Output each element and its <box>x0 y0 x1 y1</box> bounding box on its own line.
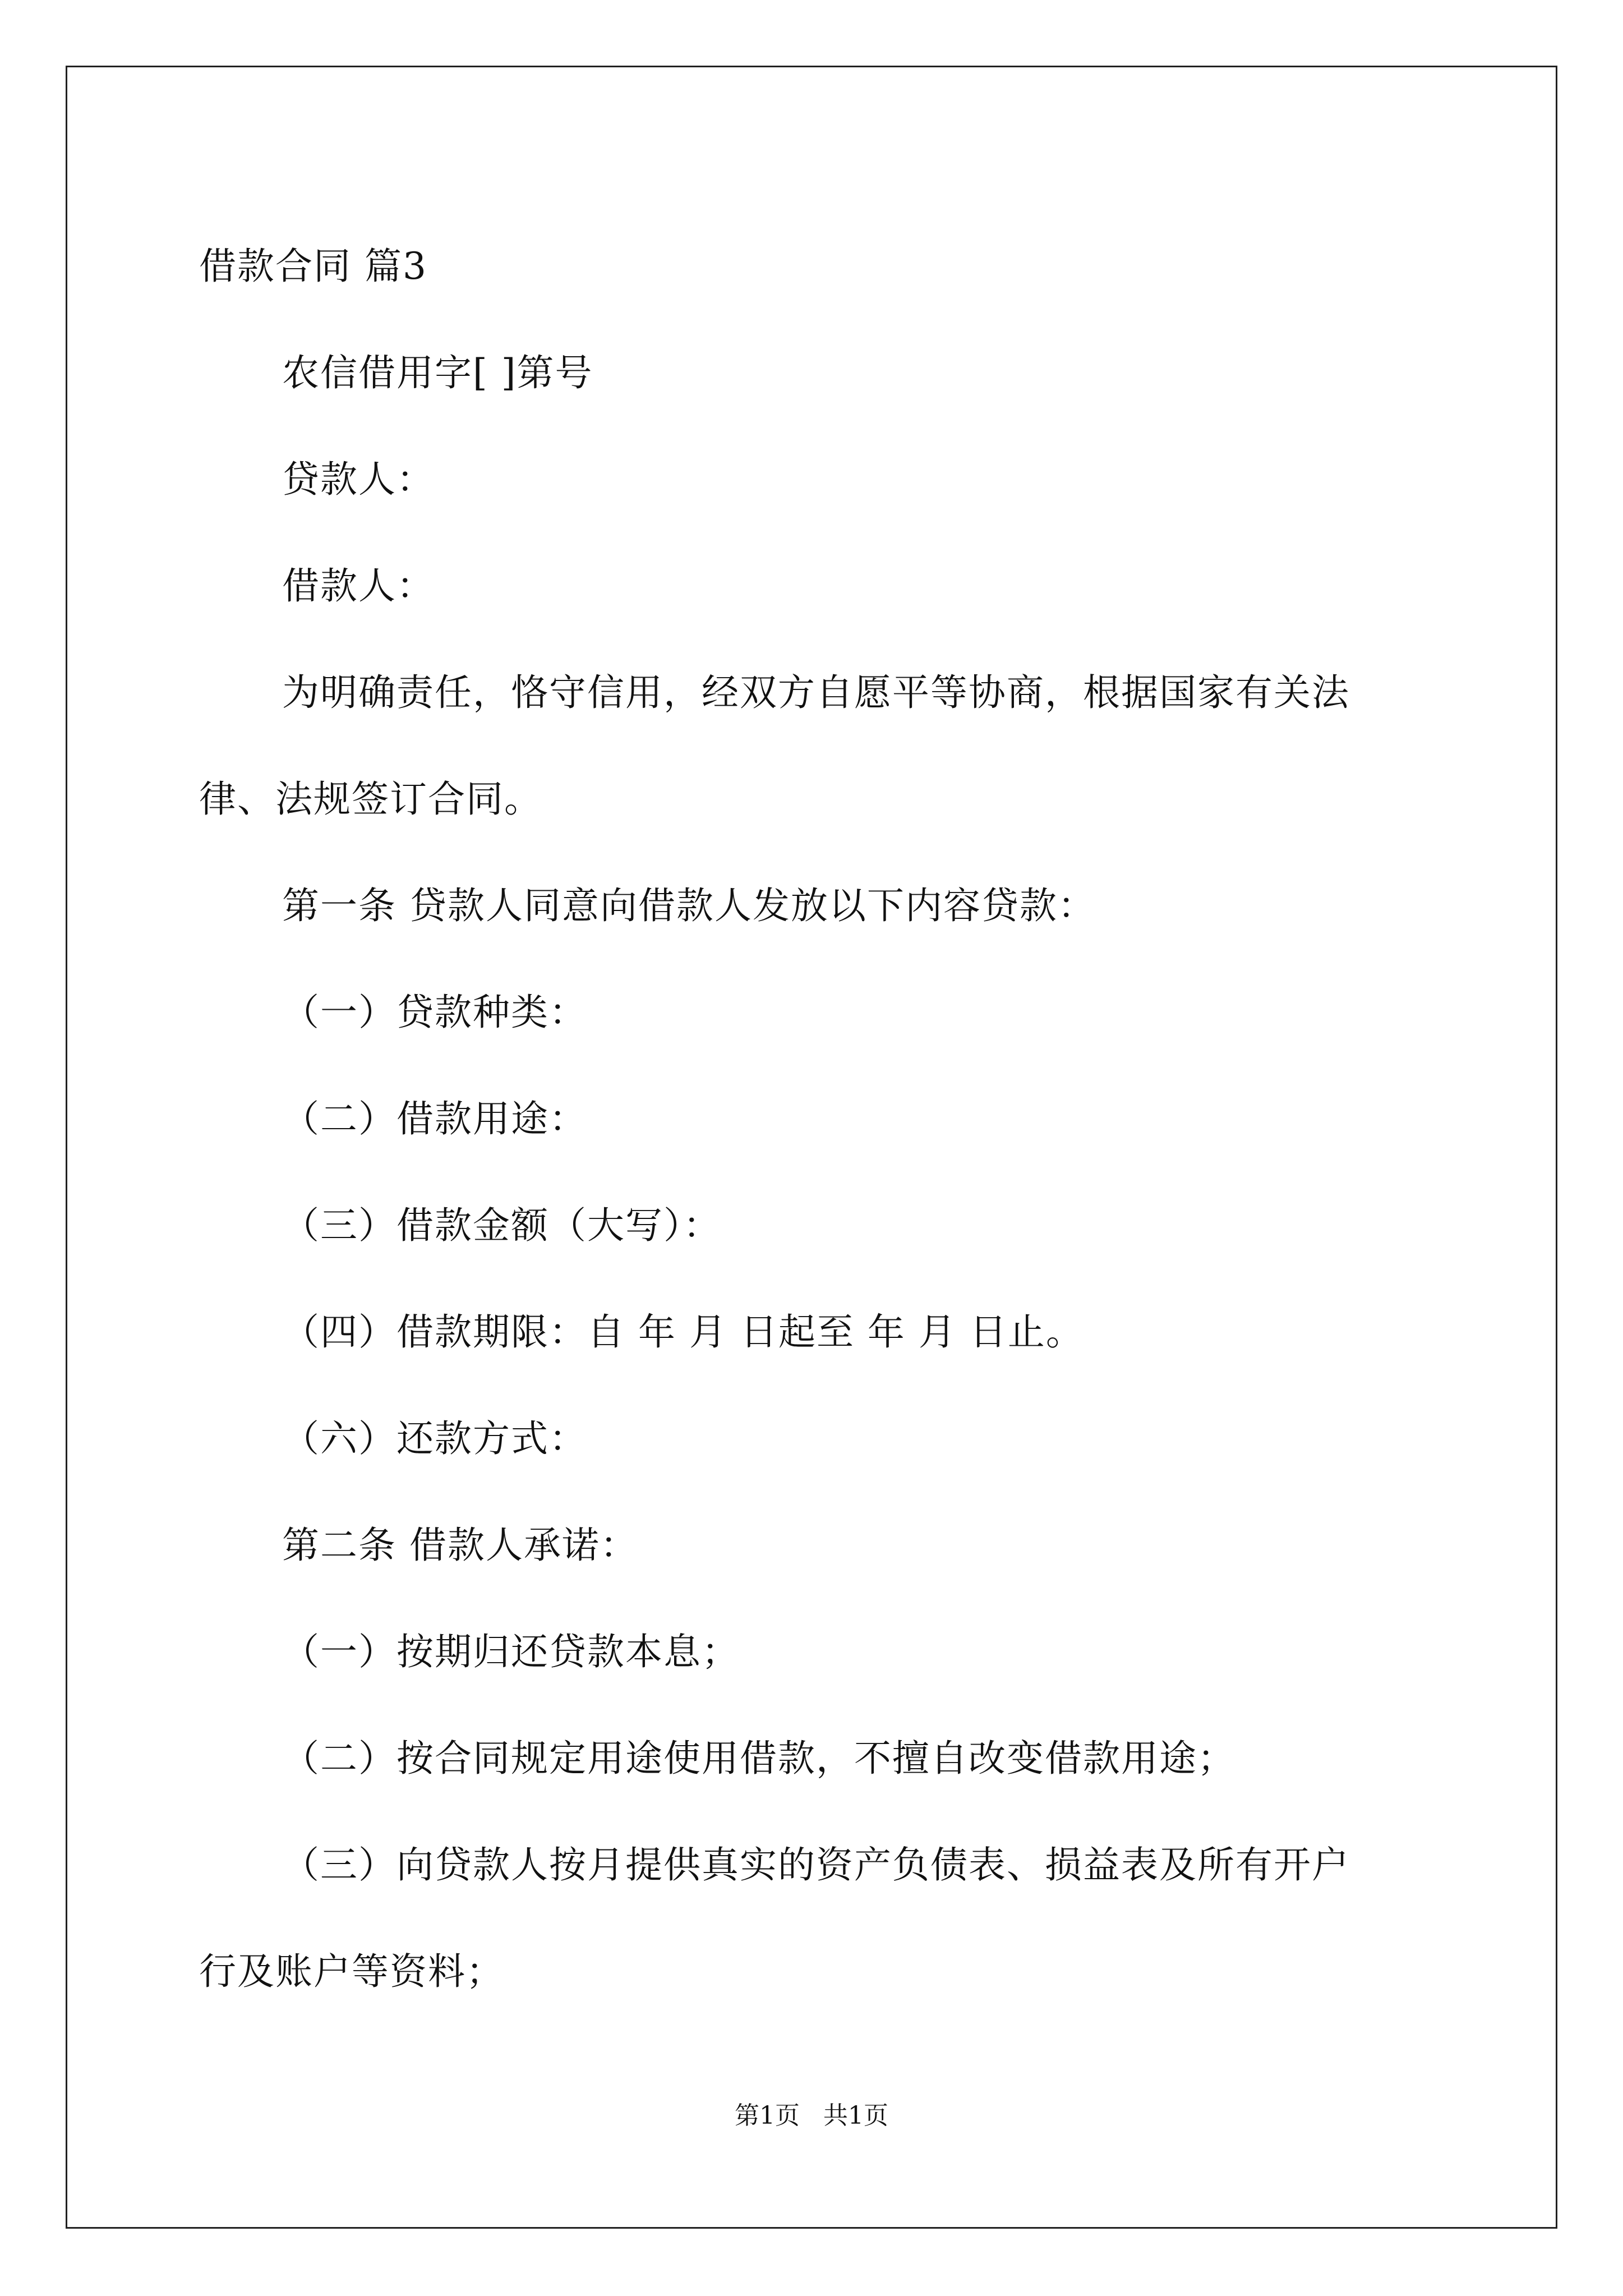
article-1-item-3: （三）借款金额（大写）： <box>282 1204 721 1247</box>
preamble-line-1: 为明确责任，恪守信用，经双方自愿平等协商，根据国家有关法 <box>282 671 1350 714</box>
article-1-heading: 第一条 贷款人同意向借款人发放以下内容贷款： <box>282 884 1096 927</box>
preamble-line-2: 律、法规签订合同。 <box>199 777 542 821</box>
article-2-item-3-line-1: （三）向贷款人按月提供真实的资产负债表、损益表及所有开户 <box>282 1843 1350 1887</box>
article-2-item-1: （一）按期归还贷款本息； <box>282 1630 740 1673</box>
document-title: 借款合同 篇3 <box>199 245 427 288</box>
article-1-item-6: （六）还款方式： <box>282 1417 587 1460</box>
article-2-item-3-line-2: 行及账户等资料； <box>199 1950 504 1993</box>
borrower-line: 借款人： <box>282 564 435 608</box>
document-body <box>199 213 1433 2025</box>
lender-line: 贷款人： <box>282 458 435 501</box>
article-1-item-4: （四）借款期限：自 年 月 日起至 年 月 日止。 <box>282 1310 1084 1354</box>
contract-number: 农信借用字[ ]第号 <box>282 351 593 394</box>
article-1-item-1: （一）贷款种类： <box>282 991 587 1034</box>
article-2-heading: 第二条 借款人承诺： <box>282 1524 638 1567</box>
page-footer: 第1页 共1页 <box>735 2101 888 2130</box>
article-2-item-2: （二）按合同规定用途使用借款，不擅自改变借款用途； <box>282 1737 1235 1780</box>
article-1-item-2: （二）借款用途： <box>282 1097 587 1140</box>
